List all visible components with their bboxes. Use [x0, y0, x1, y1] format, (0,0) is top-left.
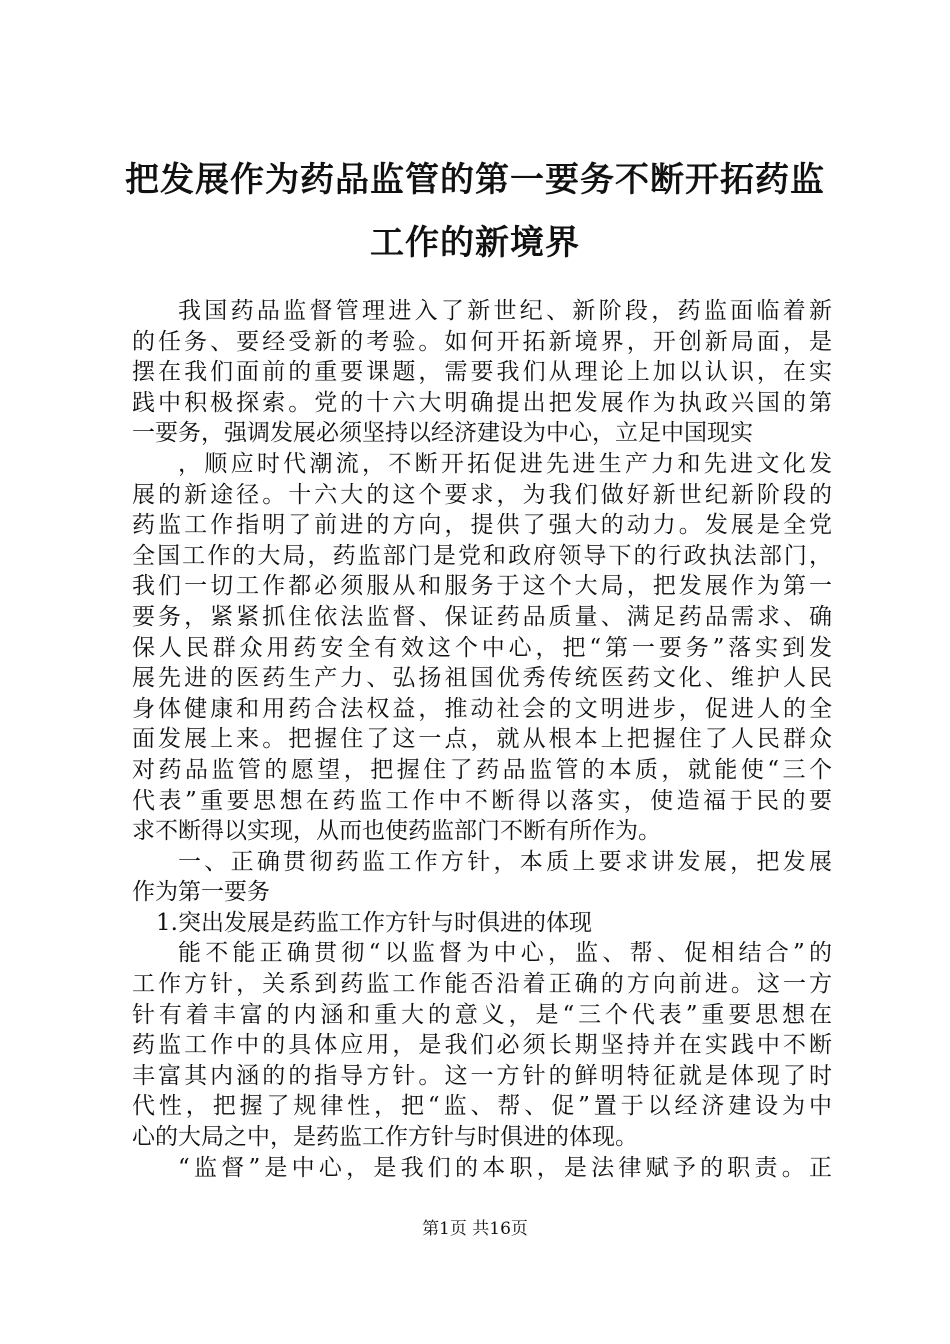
body-text-line: 药监工作中的具体应用，是我们必须长期坚持并在实践中不断: [132, 1032, 832, 1059]
body-text-line: 针有着丰富的内涵和重大的意义，是“三个代表”重要思想在: [132, 1001, 832, 1028]
body-text-line: 我们一切工作都必须服从和服务于这个大局，把发展作为第一: [132, 573, 832, 600]
body-text-line: 的任务、要经受新的考验。如何开拓新境界，开创新局面，是: [132, 328, 832, 355]
body-text-line: 代表”重要思想在药监工作中不断得以落实，使造福于民的要: [132, 787, 832, 814]
body-text-line: 保人民群众用药安全有效这个中心，把“第一要务”落实到发: [132, 634, 832, 661]
body-text-line: 全国工作的大局，药监部门是党和政府领导下的行政执法部门，: [132, 542, 832, 569]
body-text-line: 药监工作指明了前进的方向，提供了强大的动力。发展是全党: [132, 512, 832, 539]
body-text-line: 我国药品监督管理进入了新世纪、新阶段，药监面临着新: [178, 298, 832, 324]
body-text-line: 践中积极探索。党的十六大明确提出把发展作为执政兴国的第: [132, 389, 832, 416]
body-text-line: 面发展上来。把握住了这一点，就从根本上把握住了人民群众: [132, 726, 832, 753]
body-text-line: 作为第一要务: [132, 879, 270, 906]
body-text-line: 展的新途径。十六大的这个要求，为我们做好新世纪新阶段的: [132, 481, 832, 508]
body-text-line: 1.突出发展是药监工作方针与时俱进的体现: [156, 909, 592, 936]
document-title-line-2: 工作的新境界: [370, 223, 580, 263]
body-text-line: 丰富其内涵的的指导方针。这一方针的鲜明特征就是体现了时: [132, 1062, 832, 1089]
body-text-line: 身体健康和用药合法权益，推动社会的文明进步，促进人的全: [132, 695, 832, 722]
body-text-line: 对药品监管的愿望，把握住了药品监管的本质，就能使“三个: [132, 756, 832, 783]
body-text-line: 一、正确贯彻药监工作方针，本质上要求讲发展，把发展: [178, 848, 832, 875]
body-text-line: 一要务，强调发展必须坚持以经济建设为中心，立足中国现实: [132, 420, 753, 447]
body-text-line: 摆在我们面前的重要课题，需要我们从理论上加以认识，在实: [132, 359, 832, 386]
page-footer: 第1页 共16页: [422, 1219, 528, 1239]
document-title-line-1: 把发展作为药品监管的第一要务不断开拓药监: [125, 160, 825, 200]
body-text-line: 工作方针，关系到药监工作能否沿着正确的方向前进。这一方: [132, 971, 832, 998]
body-text-line: 要务，紧紧抓住依法监督、保证药品质量、满足药品需求、确: [132, 603, 832, 630]
body-text-line: ，顺应时代潮流，不断开拓促进先进生产力和先进文化发: [178, 450, 832, 477]
body-text-line: 展先进的医药生产力、弘扬祖国优秀传统医药文化、维护人民: [132, 665, 832, 692]
body-text-line: 求不断得以实现，从而也使药监部门不断有所作为。: [132, 818, 661, 845]
body-text-line: “监督”是中心，是我们的本职，是法律赋予的职责。正: [178, 1154, 832, 1181]
body-text-line: 能不能正确贯彻“以监督为中心，监、帮、促相结合”的: [178, 940, 832, 967]
document-body: [132, 296, 832, 1183]
body-text-line: 代性，把握了规律性，把“监、帮、促”置于以经济建设为中: [132, 1093, 832, 1120]
body-text-line: 心的大局之中，是药监工作方针与时俱进的体现。: [132, 1124, 638, 1151]
